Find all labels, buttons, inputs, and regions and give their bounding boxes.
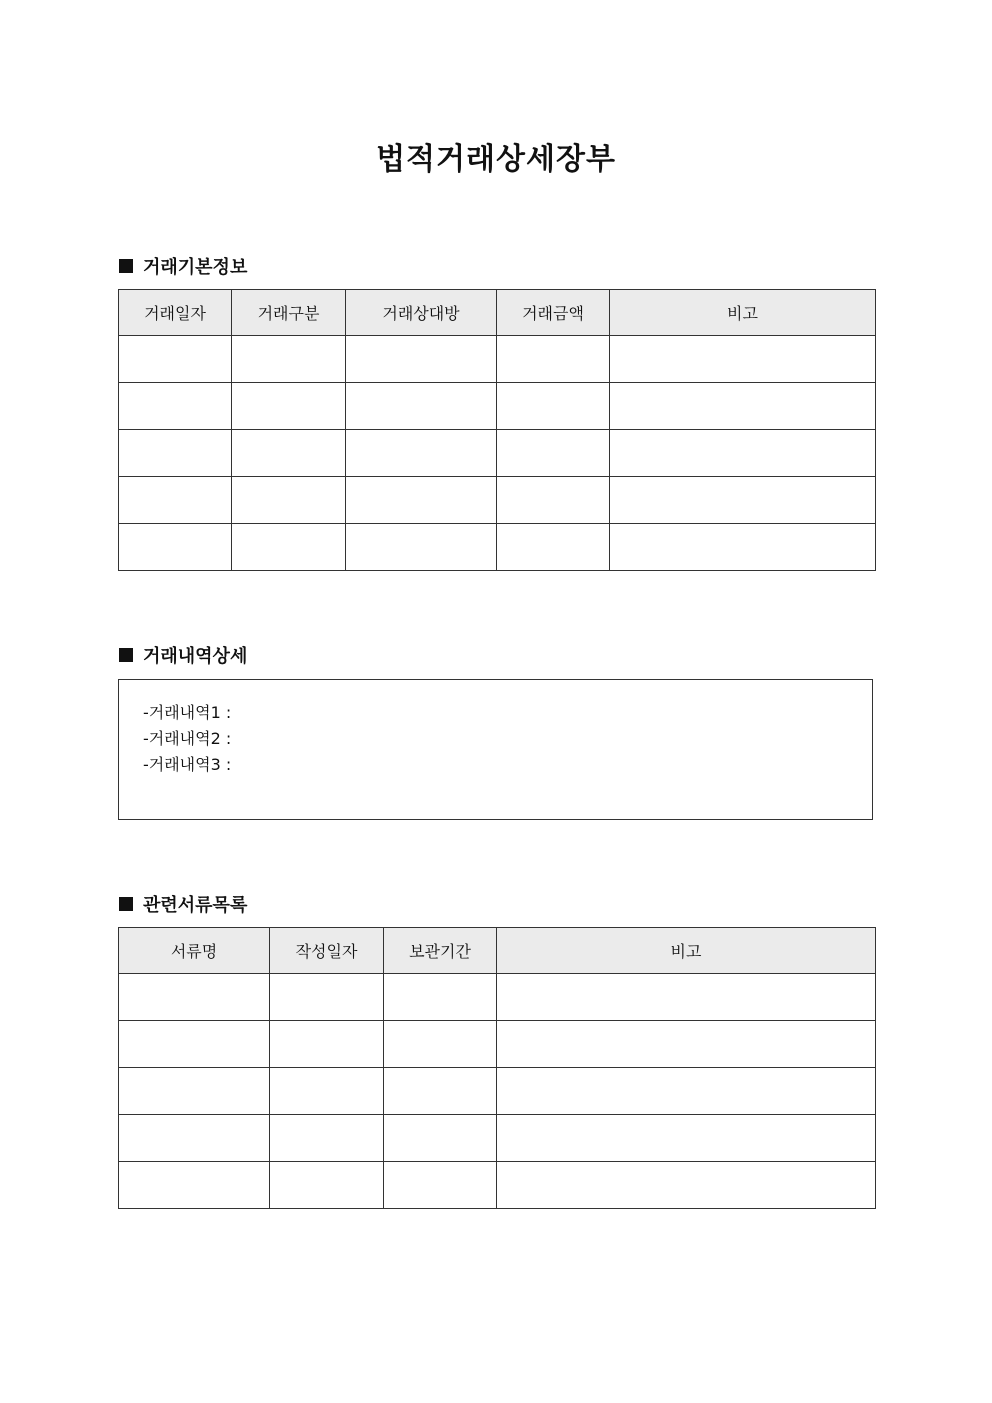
table-cell[interactable] [119,974,270,1021]
table-header-row [119,290,876,336]
table-cell[interactable] [346,430,497,477]
table-cell[interactable] [232,524,346,571]
table-cell[interactable] [610,477,876,524]
detail-line: -거래내역2 : [143,729,232,748]
table-cell[interactable] [497,524,610,571]
table-cell[interactable] [384,1021,497,1068]
column-header: 보관기간 [384,928,497,974]
table-cell[interactable] [119,524,232,571]
table-cell[interactable] [346,524,497,571]
table-cell[interactable] [610,383,876,430]
section-heading-related-documents [119,891,247,917]
table-cell[interactable] [119,430,232,477]
table-cell[interactable] [346,336,497,383]
section-heading-transaction-detail [119,642,247,668]
table-cell[interactable] [119,1068,270,1115]
table-cell[interactable] [610,336,876,383]
table-cell[interactable] [610,430,876,477]
table-cell[interactable] [270,1115,384,1162]
table-cell[interactable] [119,1115,270,1162]
table-row [119,336,876,383]
square-bullet-icon [119,897,133,911]
table-row [119,1162,876,1209]
table-cell[interactable] [384,1068,497,1115]
section-heading-label: 거래내역상세 [143,646,248,667]
column-header: 거래구분 [232,290,346,336]
table-cell[interactable] [384,1115,497,1162]
column-header: 비고 [610,290,876,336]
table-cell[interactable] [119,336,232,383]
column-header: 거래상대방 [346,290,497,336]
table-cell[interactable] [270,1021,384,1068]
table-cell[interactable] [384,974,497,1021]
table-cell[interactable] [497,336,610,383]
table-cell[interactable] [119,1021,270,1068]
table-row [119,524,876,571]
section-heading-basic-info [119,253,247,279]
table-row [119,1115,876,1162]
basic-info-table [118,289,876,571]
table-header-row [119,928,876,974]
table-cell[interactable] [497,477,610,524]
table-row [119,477,876,524]
column-header: 거래금액 [497,290,610,336]
table-cell[interactable] [119,477,232,524]
table-cell[interactable] [497,1021,876,1068]
table-cell[interactable] [497,1068,876,1115]
table-cell[interactable] [497,974,876,1021]
square-bullet-icon [119,259,133,273]
table-cell[interactable] [497,1162,876,1209]
column-header: 서류명 [119,928,270,974]
table-cell[interactable] [270,1068,384,1115]
table-cell[interactable] [232,383,346,430]
detail-line: -거래내역1 : [143,703,232,722]
table-cell[interactable] [119,383,232,430]
table-row [119,974,876,1021]
table-cell[interactable] [497,430,610,477]
table-row [119,430,876,477]
table-cell[interactable] [232,430,346,477]
table-cell[interactable] [346,477,497,524]
table-cell[interactable] [270,1162,384,1209]
table-row [119,383,876,430]
table-cell[interactable] [497,1115,876,1162]
table-cell[interactable] [610,524,876,571]
related-documents-table [118,927,876,1209]
column-header: 비고 [497,928,876,974]
square-bullet-icon [119,648,133,662]
table-cell[interactable] [232,336,346,383]
section-heading-label: 관련서류목록 [143,895,248,916]
table-cell[interactable] [119,1162,270,1209]
table-row [119,1021,876,1068]
section-heading-label: 거래기본정보 [143,257,248,278]
column-header: 작성일자 [270,928,384,974]
table-cell[interactable] [384,1162,497,1209]
table-cell[interactable] [270,974,384,1021]
detail-line: -거래내역3 : [143,755,232,774]
column-header: 거래일자 [119,290,232,336]
document-title: 법적거래상세장부 [376,142,616,177]
transaction-detail-box[interactable] [118,679,873,820]
table-cell[interactable] [232,477,346,524]
table-cell[interactable] [346,383,497,430]
table-cell[interactable] [497,383,610,430]
table-row [119,1068,876,1115]
